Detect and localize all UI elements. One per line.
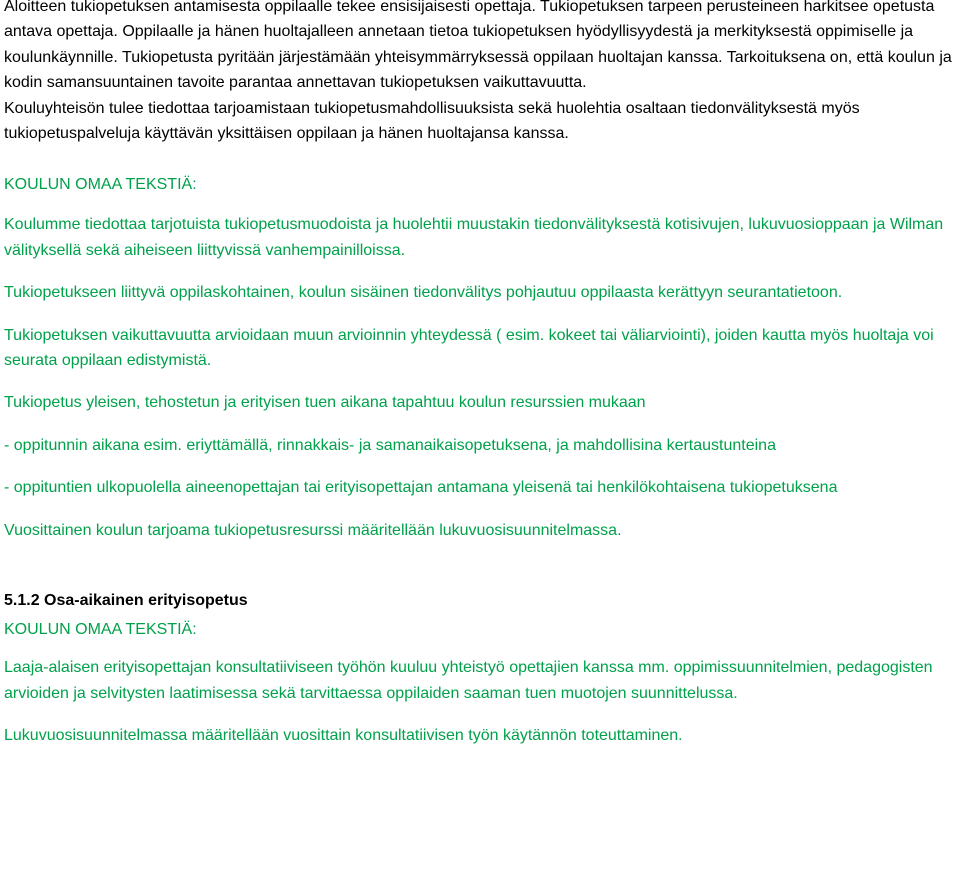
section-heading: 5.1.2 Osa-aikainen erityisopetus	[4, 592, 248, 610]
intro-paragraph-2: Kouluyhteisön tulee tiedottaa tarjoamistaan tukiopetusmahdollisuuksista sekä huolehtia osaltaan tiedonvälityksestä myös tukiopetuspalveluja käyttävän yksittäisen oppilaan ja hänen huoltajansa kanssa.	[4, 99, 860, 143]
paragraph-student-info: Tukiopetukseen liittyvä oppilaskohtainen, koulun sisäinen tiedonvälitys pohjautuu oppilaasta kerättyyn seurantatietoon.	[4, 284, 843, 302]
paragraph-consultative-work: Laaja-alaisen erityisopettajan konsultatiiviseen työhön kuuluu yhteistyö opettajien kanssa mm. oppimissuunnitelmien, pedagogisten arvioiden ja selvitysten laatimisessa sekä tarvittaessa oppilaiden saaman tuen muotojen suunnittelussa.	[4, 659, 933, 702]
paragraph-annual-resource: Vuosittainen koulun tarjoama tukiopetusresurssi määritellään lukuvuosisuunnitelmassa.	[4, 521, 622, 539]
intro-paragraph-1: Aloitteen tukiopetuksen antamisesta oppilaalle tekee ensisijaisesti opettaja. Tukiopetuksen tarpeen perusteineen harkitsee opetusta antava opettaja. Oppilaalle ja hänen huoltajalleen annetaan tietoa tukiopetuksen hyödyllisyydestä ja merkityksestä oppimiselle ja koulunkäynnille. Tukiopetusta pyritään järjestämään yhteisymmärryksessä oppilaan huoltajan kanssa. Tarkoituksena on, että koulun ja kodin samansuuntainen tavoite parantaa annettavan tukiopetuksen vaikuttavuutta.	[4, 0, 952, 92]
school-text-label-2: KOULUN OMAA TEKSTIÄ:	[4, 621, 197, 639]
paragraph-communication: Koulumme tiedottaa tarjotuista tukiopetusmuodoista ja huolehtii muustakin tiedonvälityksestä kotisivujen, lukuvuosioppaan ja Wilman välityksellä sekä aiheiseen liittyvissä vanhempainilloissa.	[4, 216, 944, 259]
intro-text	[4, 0, 956, 146]
paragraph-support-levels: Tukiopetus yleisen, tehostetun ja erityisen tuen aikana tapahtuu koulun resurssien mukaan	[4, 394, 646, 412]
paragraph-effectiveness: Tukiopetuksen vaikuttavuutta arvioidaan muun arvioinnin yhteydessä ( esim. kokeet tai väliarviointi), joiden kautta myös huoltaja voi seurata oppilaan edistymistä.	[4, 326, 934, 370]
paragraph-during-lessons: - oppitunnin aikana esim. eriyttämällä, rinnakkais- ja samanaikaisopetuksena, ja mahdollisina kertaustunteina	[4, 436, 776, 454]
paragraph-outside-lessons: - oppituntien ulkopuolella aineenopettajan tai erityisopettajan antamana yleisenä tai henkilökohtaisena tukiopetuksena	[4, 479, 838, 497]
paragraph-annual-plan: Lukuvuosisuunnitelmassa määritellään vuosittain konsultatiivisen työn käytännön toteuttaminen.	[4, 726, 683, 744]
school-text-label: KOULUN OMAA TEKSTIÄ:	[4, 176, 197, 194]
